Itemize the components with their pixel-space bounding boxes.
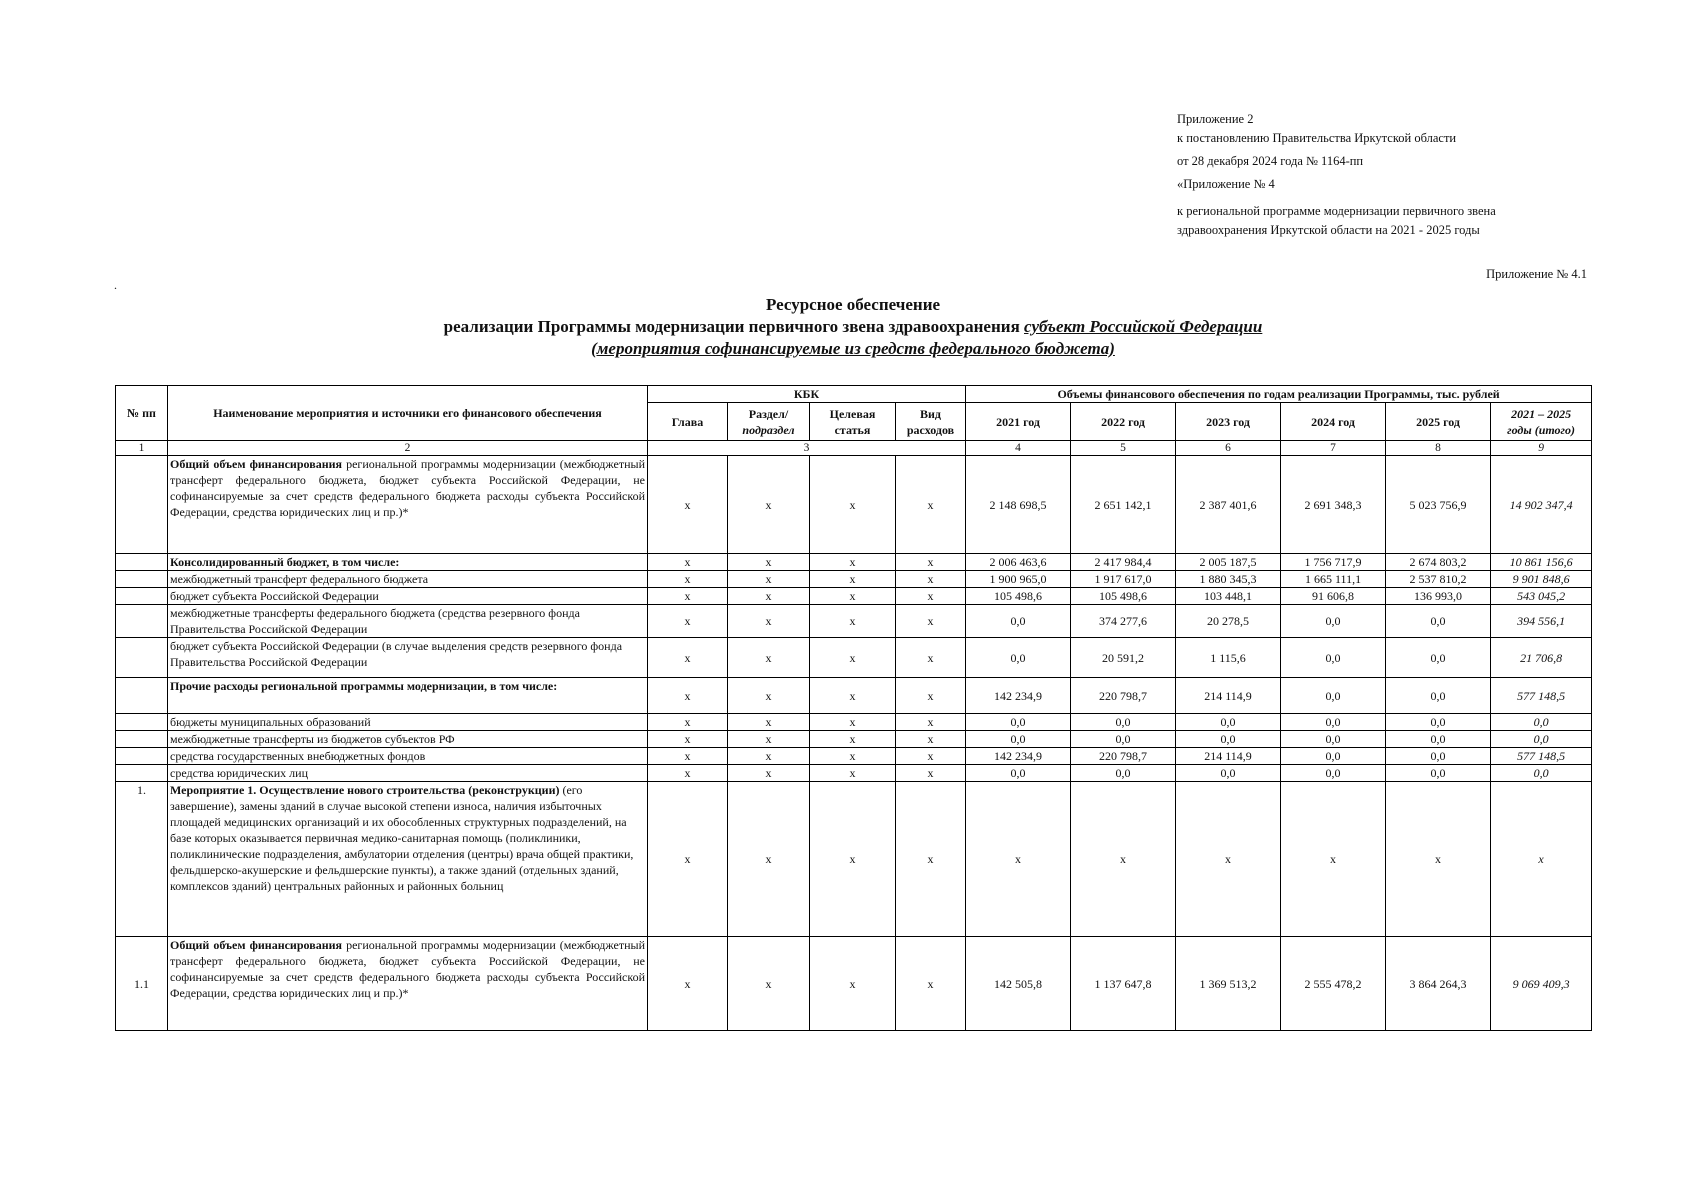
kbk-cell: x (728, 571, 810, 588)
year-value-cell: 2 387 401,6 (1176, 456, 1281, 554)
year-value-cell: 0,0 (1386, 714, 1491, 731)
row-name (168, 571, 648, 588)
header-2024: 2024 год (1281, 403, 1386, 441)
header-line: «Приложение № 4 (1177, 177, 1275, 191)
row-number (116, 571, 168, 588)
header-line: Приложение 2 (1177, 112, 1254, 126)
index-cell: 9 (1491, 441, 1592, 456)
row-name (168, 605, 648, 638)
total-value-cell: 577 148,5 (1491, 748, 1592, 765)
column-index-row (116, 441, 1592, 456)
header-pp: № пп (116, 386, 168, 441)
kbk-cell: x (728, 638, 810, 678)
title-line-3: (мероприятия софинансируемые из средств федерального бюджета) (591, 339, 1115, 358)
year-value-cell: 220 798,7 (1071, 748, 1176, 765)
year-value-cell: 1 665 111,1 (1281, 571, 1386, 588)
row-name-bold: Общий объем финансирования (170, 457, 343, 471)
kbk-cell: x (896, 765, 966, 782)
header-kbk: КБК (648, 386, 966, 403)
year-value-cell: 0,0 (1176, 714, 1281, 731)
year-value-cell: 1 756 717,9 (1281, 554, 1386, 571)
row-name-text: бюджет субъекта Российской Федерации (в случае выделения средств резервного фонда Правительства Российской Федерации (170, 639, 623, 669)
year-value-cell: 20 278,5 (1176, 605, 1281, 638)
header-celevaya: Целевая статья (810, 403, 896, 441)
row-name-text: межбюджетные трансферты из бюджетов субъектов РФ (170, 732, 455, 746)
kbk-cell: x (728, 782, 810, 937)
total-value-cell: 0,0 (1491, 765, 1592, 782)
year-value-cell: 2 674 803,2 (1386, 554, 1491, 571)
kbk-cell: x (648, 638, 728, 678)
table-row (116, 937, 1592, 1031)
row-number (116, 731, 168, 748)
row-number (116, 588, 168, 605)
row-name-bold: Мероприятие 1. Осуществление нового строительства (реконструкции) (170, 783, 560, 797)
year-value-cell: 1 115,6 (1176, 638, 1281, 678)
year-value-cell: 105 498,6 (1071, 588, 1176, 605)
title-line-2-main: реализации Программы модернизации первичного звена здравоохранения (443, 317, 1025, 336)
total-value-cell: 0,0 (1491, 714, 1592, 731)
kbk-cell: x (648, 456, 728, 554)
header-line: к региональной программе модернизации первичного звена (1177, 204, 1496, 218)
row-name-text: бюджет субъекта Российской Федерации (170, 589, 379, 603)
year-value-cell: 0,0 (1281, 765, 1386, 782)
kbk-cell: x (648, 782, 728, 937)
kbk-cell: x (896, 782, 966, 937)
table-row (116, 714, 1592, 731)
index-cell: 3 (648, 441, 966, 456)
header-total (1491, 403, 1592, 441)
year-value-cell: 0,0 (1176, 731, 1281, 748)
year-value-cell: x (966, 782, 1071, 937)
year-value-cell: 142 234,9 (966, 748, 1071, 765)
header-vid: Вид расходов (896, 403, 966, 441)
year-value-cell: 5 023 756,9 (1386, 456, 1491, 554)
kbk-cell: x (648, 937, 728, 1031)
row-number (116, 605, 168, 638)
year-value-cell: 0,0 (1281, 748, 1386, 765)
year-value-cell: 0,0 (1071, 765, 1176, 782)
kbk-cell: x (648, 605, 728, 638)
index-cell: 5 (1071, 441, 1176, 456)
kbk-cell: x (728, 714, 810, 731)
row-name-text: (его завершение), замены зданий в случае высокой степени износа, наличия избыточных площадей медицинских организаций и их обособленных структурных подразделений, на базе которых оказывается первичная медико-санитарная помощь (поликлиники, поликлинические подразделения, амбулатории отделения (центры) врача общей практики, фельдшерско-акушерские и фельдшерские пункты), а также зданий (отдельных зданий, комплексов зданий) центральных районных и районных больниц (170, 783, 634, 893)
year-value-cell: 214 114,9 (1176, 748, 1281, 765)
kbk-cell: x (648, 731, 728, 748)
row-name-bold: Прочие расходы региональной программы модернизации, в том числе: (170, 679, 558, 693)
year-value-cell: 0,0 (1386, 765, 1491, 782)
row-number (116, 554, 168, 571)
year-value-cell: 2 555 478,2 (1281, 937, 1386, 1031)
kbk-cell: x (896, 571, 966, 588)
kbk-cell: x (896, 678, 966, 714)
stray-dot: . (114, 278, 117, 292)
row-number: 1. (116, 782, 168, 937)
resource-table (115, 385, 1592, 1031)
row-number (116, 765, 168, 782)
kbk-cell: x (896, 748, 966, 765)
kbk-cell: x (810, 937, 896, 1031)
year-value-cell: 0,0 (1281, 714, 1386, 731)
year-value-cell: 91 606,8 (1281, 588, 1386, 605)
kbk-cell: x (810, 571, 896, 588)
kbk-cell: x (810, 782, 896, 937)
table-row (116, 571, 1592, 588)
kbk-cell: x (728, 554, 810, 571)
year-value-cell: 0,0 (1281, 638, 1386, 678)
kbk-cell: x (896, 554, 966, 571)
kbk-cell: x (810, 731, 896, 748)
total-value-cell: 543 045,2 (1491, 588, 1592, 605)
header-volumes: Объемы финансового обеспечения по годам реализации Программы, тыс. рублей (966, 386, 1592, 403)
kbk-cell: x (728, 678, 810, 714)
table-row (116, 554, 1592, 571)
year-value-cell: 220 798,7 (1071, 678, 1176, 714)
year-value-cell: 214 114,9 (1176, 678, 1281, 714)
document-header (1177, 110, 1617, 240)
row-number (116, 456, 168, 554)
kbk-cell: x (810, 456, 896, 554)
kbk-cell: x (810, 605, 896, 638)
kbk-cell: x (648, 714, 728, 731)
header-2023: 2023 год (1176, 403, 1281, 441)
title-line-1: Ресурсное обеспечение (765, 295, 941, 314)
row-name-text: средства государственных внебюджетных фондов (170, 749, 426, 763)
row-name (168, 678, 648, 714)
year-value-cell: 1 880 345,3 (1176, 571, 1281, 588)
header-razdel-line1: Раздел/ (748, 406, 789, 421)
year-value-cell: 2 537 810,2 (1386, 571, 1491, 588)
row-name (168, 638, 648, 678)
table-row (116, 748, 1592, 765)
year-value-cell: 105 498,6 (966, 588, 1071, 605)
row-name-text: средства юридических лиц (170, 766, 308, 780)
row-number: 1.1 (116, 937, 168, 1031)
year-value-cell: 0,0 (1386, 678, 1491, 714)
year-value-cell: 2 651 142,1 (1071, 456, 1176, 554)
kbk-cell: x (648, 571, 728, 588)
kbk-cell: x (896, 731, 966, 748)
index-cell: 2 (168, 441, 648, 456)
row-name (168, 456, 648, 554)
header-2025: 2025 год (1386, 403, 1491, 441)
table-row (116, 765, 1592, 782)
year-value-cell: 136 993,0 (1386, 588, 1491, 605)
kbk-cell: x (648, 588, 728, 605)
year-value-cell: 1 917 617,0 (1071, 571, 1176, 588)
year-value-cell: 20 591,2 (1071, 638, 1176, 678)
header-razdel (728, 403, 810, 441)
total-value-cell: 0,0 (1491, 731, 1592, 748)
year-value-cell: 3 864 264,3 (1386, 937, 1491, 1031)
kbk-cell: x (728, 937, 810, 1031)
row-name (168, 554, 648, 571)
table-row (116, 678, 1592, 714)
title-line-2-italic: субъект Российской Федерации (1024, 317, 1263, 336)
row-name (168, 782, 648, 937)
kbk-cell: x (810, 765, 896, 782)
kbk-cell: x (648, 678, 728, 714)
kbk-cell: x (810, 588, 896, 605)
kbk-cell: x (648, 554, 728, 571)
title-line-2 (116, 316, 1590, 338)
year-value-cell: 2 148 698,5 (966, 456, 1071, 554)
total-value-cell: 21 706,8 (1491, 638, 1592, 678)
kbk-cell: x (896, 588, 966, 605)
kbk-cell: x (896, 605, 966, 638)
header-2021: 2021 год (966, 403, 1071, 441)
year-value-cell: 0,0 (1071, 731, 1176, 748)
year-value-cell: 0,0 (966, 638, 1071, 678)
kbk-cell: x (728, 588, 810, 605)
row-number (116, 638, 168, 678)
table-row (116, 588, 1592, 605)
table-row (116, 731, 1592, 748)
row-name (168, 748, 648, 765)
total-value-cell: 394 556,1 (1491, 605, 1592, 638)
row-name-bold: Консолидированный бюджет, в том числе: (170, 555, 400, 569)
total-value-cell: 577 148,5 (1491, 678, 1592, 714)
year-value-cell: 0,0 (1281, 678, 1386, 714)
kbk-cell: x (728, 765, 810, 782)
kbk-cell: x (728, 731, 810, 748)
row-name (168, 714, 648, 731)
kbk-cell: x (896, 937, 966, 1031)
header-glava: Глава (648, 403, 728, 441)
row-number (116, 678, 168, 714)
year-value-cell: 142 234,9 (966, 678, 1071, 714)
index-cell: 4 (966, 441, 1071, 456)
row-name (168, 765, 648, 782)
row-name-text: региональной программы модернизации (межбюджетный трансферт федерального бюджета, бюджет субъекта Российской Федерации, не софинансируемые за счет средств федерального бюджета расходы субъекта Российской Федерации, средства юридических лиц и пр.)* (170, 457, 646, 519)
year-value-cell: 374 277,6 (1071, 605, 1176, 638)
year-value-cell: 0,0 (1176, 765, 1281, 782)
year-value-cell: 103 448,1 (1176, 588, 1281, 605)
year-value-cell: 2 417 984,4 (1071, 554, 1176, 571)
header-line: к постановлению Правительства Иркутской области (1177, 131, 1457, 145)
year-value-cell: 0,0 (1071, 714, 1176, 731)
kbk-cell: x (896, 638, 966, 678)
row-name-text: бюджеты муниципальных образований (170, 715, 371, 729)
year-value-cell: 0,0 (1386, 638, 1491, 678)
table-row (116, 605, 1592, 638)
kbk-cell: x (728, 748, 810, 765)
kbk-cell: x (648, 765, 728, 782)
row-name-text: региональной программы модернизации (межбюджетный трансферт федерального бюджета, бюджет субъекта Российской Федерации, не софинансируемые за счет средств федерального бюджета расходы субъекта Российской Федерации, средства юридических лиц и пр.)* (170, 938, 646, 1000)
kbk-cell: x (810, 714, 896, 731)
year-value-cell: 1 369 513,2 (1176, 937, 1281, 1031)
row-name-bold: Общий объем финансирования (170, 938, 343, 952)
index-cell: 7 (1281, 441, 1386, 456)
table-row (116, 456, 1592, 554)
year-value-cell: 2 006 463,6 (966, 554, 1071, 571)
year-value-cell: x (1386, 782, 1491, 937)
header-total-line2: годы (итого) (1507, 422, 1575, 437)
year-value-cell: 1 900 965,0 (966, 571, 1071, 588)
kbk-cell: x (810, 678, 896, 714)
row-name (168, 588, 648, 605)
header-total-line1: 2021 – 2025 (1511, 406, 1572, 421)
year-value-cell: x (1071, 782, 1176, 937)
year-value-cell: x (1176, 782, 1281, 937)
year-value-cell: 2 005 187,5 (1176, 554, 1281, 571)
kbk-cell: x (810, 748, 896, 765)
row-name-text: межбюджетный трансферт федерального бюджета (170, 572, 429, 586)
kbk-cell: x (896, 456, 966, 554)
table-row (116, 638, 1592, 678)
kbk-cell: x (728, 456, 810, 554)
index-cell: 8 (1386, 441, 1491, 456)
row-name-text: межбюджетные трансферты федерального бюджета (средства резервного фонда Правительства Российской Федерации (170, 606, 580, 636)
document-title (116, 294, 1590, 360)
total-value-cell: 9 069 409,3 (1491, 937, 1592, 1031)
year-value-cell: 2 691 348,3 (1281, 456, 1386, 554)
kbk-cell: x (810, 638, 896, 678)
header-name: Наименование мероприятия и источники его финансового обеспечения (168, 386, 648, 441)
year-value-cell: 1 137 647,8 (1071, 937, 1176, 1031)
year-value-cell: 0,0 (1281, 731, 1386, 748)
header-razdel-line2: подраздел (742, 422, 795, 437)
row-name (168, 937, 648, 1031)
total-value-cell: x (1491, 782, 1592, 937)
kbk-cell: x (896, 714, 966, 731)
appendix-label: Приложение № 4.1 (1486, 267, 1587, 281)
header-line: здравоохранения Иркутской области на 2021 - 2025 годы (1177, 223, 1480, 237)
row-number (116, 748, 168, 765)
year-value-cell: 0,0 (966, 605, 1071, 638)
total-value-cell: 10 861 156,6 (1491, 554, 1592, 571)
table-row (116, 782, 1592, 937)
year-value-cell: 0,0 (1386, 748, 1491, 765)
year-value-cell: 0,0 (966, 714, 1071, 731)
row-number (116, 714, 168, 731)
year-value-cell: 0,0 (1386, 731, 1491, 748)
year-value-cell: 0,0 (1386, 605, 1491, 638)
header-2022: 2022 год (1071, 403, 1176, 441)
year-value-cell: 0,0 (966, 731, 1071, 748)
kbk-cell: x (648, 748, 728, 765)
header-line: от 28 декабря 2024 года № 1164-пп (1177, 154, 1364, 168)
index-cell: 1 (116, 441, 168, 456)
kbk-cell: x (728, 605, 810, 638)
year-value-cell: 142 505,8 (966, 937, 1071, 1031)
row-name (168, 731, 648, 748)
year-value-cell: 0,0 (966, 765, 1071, 782)
index-cell: 6 (1176, 441, 1281, 456)
total-value-cell: 9 901 848,6 (1491, 571, 1592, 588)
total-value-cell: 14 902 347,4 (1491, 456, 1592, 554)
kbk-cell: x (810, 554, 896, 571)
year-value-cell: 0,0 (1281, 605, 1386, 638)
year-value-cell: x (1281, 782, 1386, 937)
